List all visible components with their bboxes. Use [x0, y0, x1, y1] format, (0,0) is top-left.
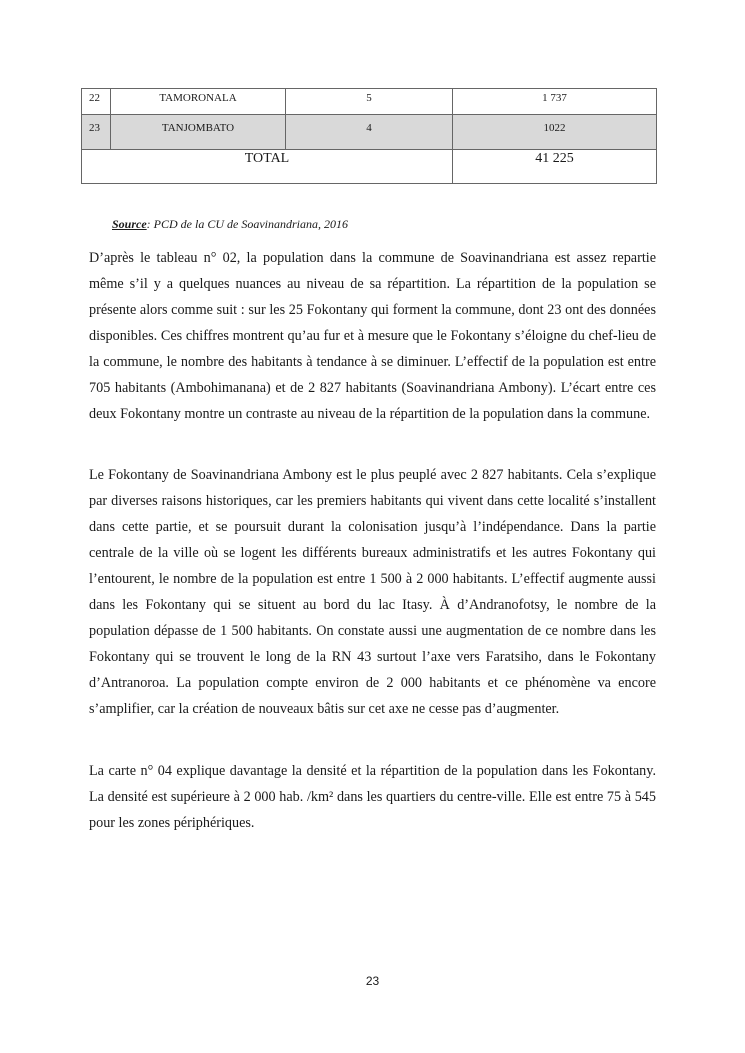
count-cell: 4 [286, 115, 453, 150]
table-row [82, 115, 657, 150]
row-number-cell: 23 [82, 115, 111, 150]
total-value-cell: 41 225 [453, 150, 657, 184]
population-cell: 1022 [453, 115, 657, 150]
source-label: Source [112, 217, 147, 231]
fokontany-name-cell: TAMORONALA [111, 89, 286, 115]
fokontany-name-cell: TANJOMBATO [111, 115, 286, 150]
population-table [81, 88, 657, 184]
paragraph-2: Le Fokontany de Soavinandriana Ambony est le plus peuplé avec 2 827 habitants. Cela s’explique par diverses raisons historiques, car les premiers habitants qui vivent dans cette localité s’installent dans cette partie, et se poursuit durant la colonisation jusqu’à l’indépendance. Dans la partie centrale de la ville où se logent les différents bureaux administratifs et les autres Fokontany qui l’entourent, le nombre de la population est entre 1 500 à 2 000 habitants. L’effectif augmente aussi dans les Fokontany qui se situent au bord du lac Itasy. À d’Andranofotsy, le nombre de la population dépasse de 1 500 habitants. On constate aussi une augmentation de ce nombre dans les Fokontany qui se trouvent le long de la RN 43 surtout l’axe vers Faratsiho, dans le Fokontany d’Antranoroa. La population compte environ de 2 000 habitants et ce phénomène va encore s’amplifier, car la création de nouveaux bâtis sur cet axe ne cesse pas d’augmenter. [89, 467, 656, 717]
page-number: 23 [365, 974, 380, 988]
count-cell: 5 [286, 89, 453, 115]
population-cell: 1 737 [453, 89, 657, 115]
table-row [82, 89, 657, 115]
total-row [82, 150, 657, 184]
paragraph-1: D’après le tableau n° 02, la population dans la commune de Soavinandriana est assez repartie même s’il y a quelques nuances au niveau de sa répartition. La répartition de la population se présente alors comme suit : sur les 25 Fokontany qui forment la commune, dont 23 ont des données disponibles. Ces chiffres montrent qu’au fur et à mesure que le Fokontany s’éloigne du chef-lieu de la commune, le nombre des habitants à tendance à se diminuer. L’effectif de la population est entre 705 habitants (Ambohimanana) et de 2 827 habitants (Soavinandriana Ambony). L’écart entre ces deux Fokontany montre un contraste au niveau de la répartition de la population dans la commune. [89, 250, 656, 422]
total-label-cell: TOTAL [82, 150, 453, 184]
row-number-cell: 22 [82, 89, 111, 115]
table-source-note [112, 217, 348, 232]
source-text: : PCD de la CU de Soavinandriana, 2016 [146, 217, 348, 231]
paragraph-3: La carte n° 04 explique davantage la densité et la répartition de la population dans les Fokontany. La densité est supérieure à 2 000 hab. /km² dans les quartiers du centre-ville. Elle est entre 75 à 545 pour les zones périphériques. [89, 763, 656, 831]
